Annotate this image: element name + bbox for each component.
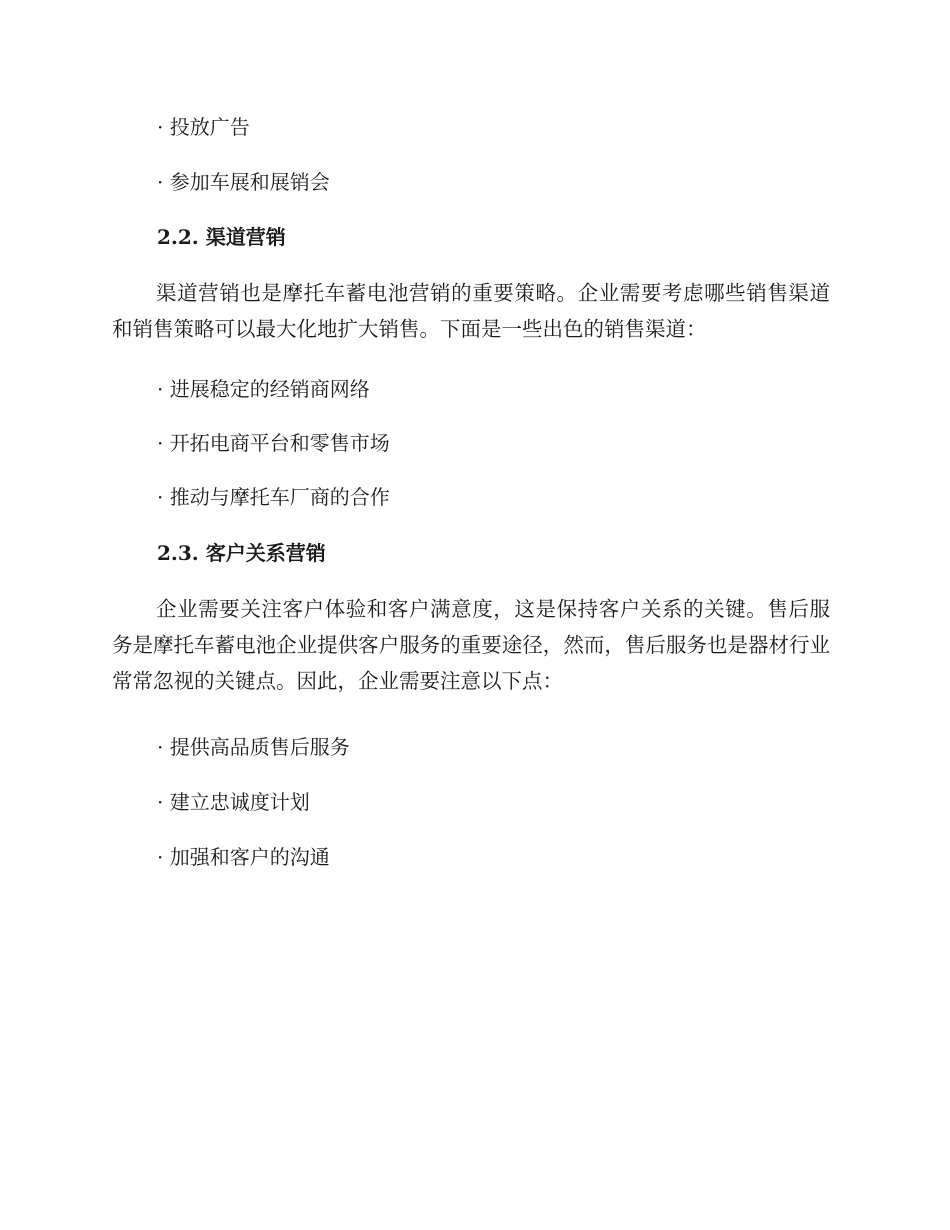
paragraph-channel-marketing: 渠道营销也是摩托车蓄电池营销的重要策略。企业需要考虑哪些销售渠道和销售策略可以最大化地扩大销售。下面是一些出色的销售渠道：	[112, 281, 830, 341]
bullet-item-advertising: · 投放广告	[157, 115, 250, 139]
section-heading-channel-marketing: 2.2. 渠道营销	[157, 225, 286, 249]
bullet-item-manufacturer-cooperation: · 推动与摩托车厂商的合作	[157, 485, 390, 509]
bullet-item-after-sales: · 提供高品质售后服务	[157, 735, 350, 759]
bullet-item-ecommerce: · 开拓电商平台和零售市场	[157, 431, 390, 455]
bullet-item-loyalty-program: · 建立忠诚度计划	[157, 790, 310, 814]
bullet-item-dealer-network: · 进展稳定的经销商网络	[157, 377, 370, 401]
paragraph-customer-relationship: 企业需要关注客户体验和客户满意度，这是保持客户关系的关键。售后服务是摩托车蓄电池企业提供客户服务的重要途径，然而，售后服务也是器材行业常常忽视的关键点。因此，企业需要注意以下点：	[112, 597, 830, 693]
bullet-item-communication: · 加强和客户的沟通	[157, 845, 330, 869]
section-heading-customer-relationship: 2.3. 客户关系营销	[157, 541, 326, 565]
bullet-item-auto-show: · 参加车展和展销会	[157, 170, 330, 194]
